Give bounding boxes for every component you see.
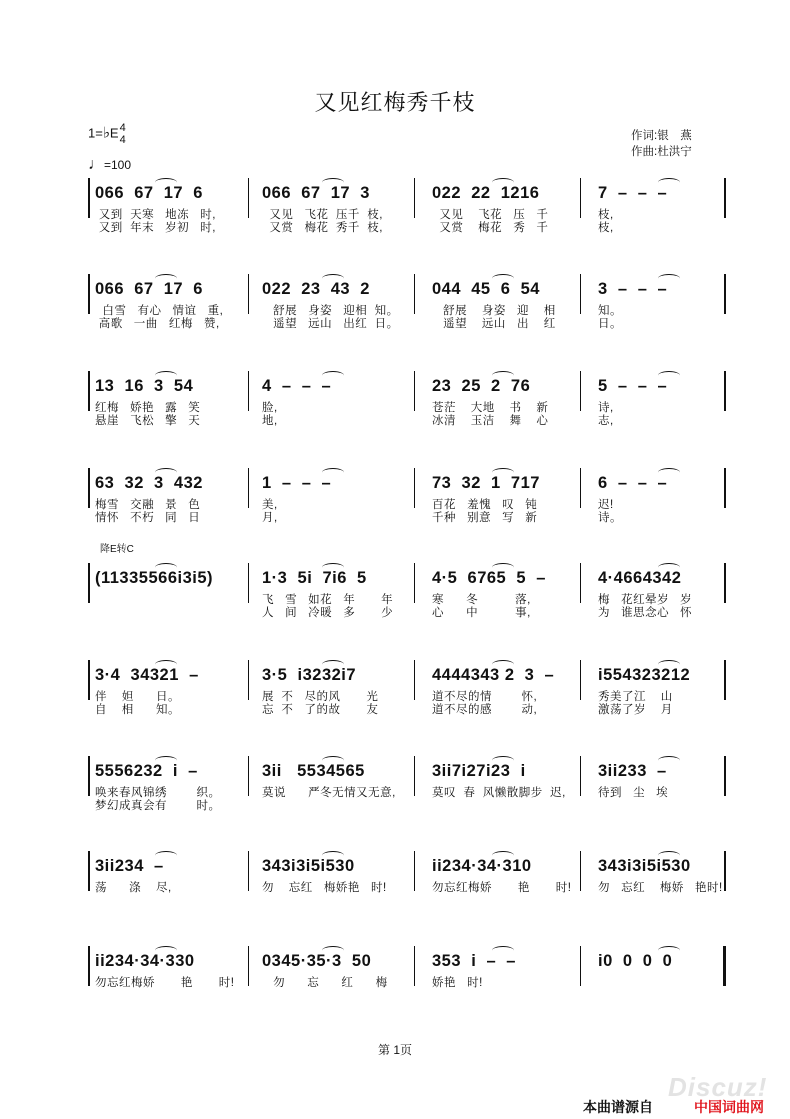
lyric-verse-2: 日。 — [598, 318, 622, 330]
measure-notes: 23 25 2 76 — [432, 377, 531, 395]
footer-source: 本曲谱源自 — [583, 1099, 653, 1115]
slur-mark — [492, 756, 514, 765]
bar-line — [580, 851, 581, 891]
lyric-verse-2: 枝, — [598, 222, 614, 234]
slur-mark — [155, 468, 177, 477]
measure-notes: 3ii234 – — [95, 857, 164, 875]
bar-line — [580, 660, 581, 700]
lyric-verse-1: 寒 冬 落, — [432, 594, 531, 606]
slur-mark — [155, 371, 177, 380]
slur-mark — [155, 756, 177, 765]
lyric-verse-1: 美, — [262, 499, 278, 511]
measure-notes: 1 – – – — [262, 474, 332, 492]
measure-notes: 066 67 17 6 — [95, 280, 203, 298]
measure-notes: i0 0 0 0 — [598, 952, 673, 970]
slur-mark — [492, 946, 514, 955]
lyric-verse-2: 悬崖 飞松 擎 天 — [95, 415, 201, 427]
bar-line — [88, 946, 90, 986]
slur-mark — [322, 371, 344, 380]
lyric-verse-2: 千种 别意 写 新 — [432, 512, 538, 524]
bar-line — [248, 371, 249, 411]
measure-notes: 3·4 34321 – — [95, 666, 199, 684]
tempo-value: =100 — [104, 158, 132, 172]
lyric-verse-1: 娇艳 时! — [432, 977, 483, 989]
bar-line — [248, 563, 249, 603]
key-letter: E — [109, 125, 119, 141]
slur-mark — [155, 178, 177, 187]
lyric-verse-1: 勿 忘红 梅娇 艳时! — [598, 882, 723, 894]
bar-line — [580, 468, 581, 508]
measure-notes: 4·4664342 — [598, 569, 682, 587]
key-signature — [88, 122, 126, 146]
lyric-verse-1: 又见 飞花 压 千 — [432, 209, 549, 221]
lyric-verse-1: 舒展 身姿 迎 相 — [432, 305, 556, 317]
lyric-verse-2: 遥望 远山 出 红 — [432, 318, 556, 330]
measure-notes: 3ii7i27i23 i — [432, 762, 526, 780]
slur-mark — [492, 178, 514, 187]
bar-line — [723, 946, 726, 986]
measure-notes: 066 67 17 6 — [95, 184, 203, 202]
bar-line — [580, 563, 581, 603]
measure-notes: 4444343 2 3 – — [432, 666, 555, 684]
footer-site-link[interactable]: 中国词曲网 — [694, 1099, 764, 1115]
lyric-verse-2: 高歌 一曲 红梅 赞, — [95, 318, 220, 330]
slur-mark — [658, 468, 680, 477]
page-title: 又见红梅秀千枝 — [314, 90, 476, 115]
bar-line — [414, 563, 415, 603]
time-bottom: 4 — [119, 134, 126, 146]
measure-notes: 022 23 43 2 — [262, 280, 370, 298]
bar-line — [248, 468, 249, 508]
measure-notes: 6 – – – — [598, 474, 668, 492]
measure-notes: ii234·34·310 — [432, 857, 532, 875]
bar-line — [248, 660, 249, 700]
lyric-verse-1: 待到 尘 埃 — [598, 787, 669, 799]
slur-mark — [322, 660, 344, 669]
lyricist: 作词:银 燕 — [631, 130, 692, 142]
measure-notes: 4 – – – — [262, 377, 332, 395]
slur-mark — [658, 178, 680, 187]
bar-line — [414, 371, 415, 411]
modulation-marking: 降E转C — [100, 544, 134, 555]
lyric-verse-1: 飞 雪 如花 年 年 — [262, 594, 394, 606]
bar-line — [580, 756, 581, 796]
bar-line — [414, 946, 415, 986]
lyric-verse-2: 忘 不 了的故 友 — [262, 704, 379, 716]
measure-notes: 343i3i5i530 — [598, 857, 691, 875]
measure-notes: 353 i – – — [432, 952, 516, 970]
bar-line — [414, 274, 415, 314]
bar-line — [724, 468, 726, 508]
lyric-verse-1: 又到 天寒 地冻 时, — [95, 209, 216, 221]
lyric-verse-1: 又见 飞花 压千 枝, — [262, 209, 383, 221]
slur-mark — [155, 946, 177, 955]
lyric-verse-2: 诗。 — [598, 512, 622, 524]
credits — [631, 128, 692, 160]
watermark: Discuz! — [668, 1072, 768, 1102]
measure-notes: i554323212 — [598, 666, 691, 684]
bar-line — [724, 563, 726, 603]
slur-mark — [155, 660, 177, 669]
slur-mark — [658, 660, 680, 669]
lyric-verse-1: 伴 妲 日。 — [95, 691, 180, 703]
slur-mark — [322, 468, 344, 477]
bar-line — [88, 468, 90, 508]
bar-line — [724, 660, 726, 700]
lyric-verse-1: 白雪 有心 情谊 重, — [95, 305, 224, 317]
bar-line — [248, 946, 249, 986]
slur-mark — [492, 274, 514, 283]
slur-mark — [658, 371, 680, 380]
lyric-verse-1: 莫说 严冬无情又无意, — [262, 787, 396, 799]
lyric-verse-2: 遥望 远山 出红 日。 — [262, 318, 399, 330]
slur-mark — [322, 274, 344, 283]
key-prefix: 1= — [88, 125, 103, 141]
bar-line — [248, 274, 249, 314]
measure-notes: 1·3 5i 7i6 5 — [262, 569, 367, 587]
measure-notes: 73 32 1 717 — [432, 474, 540, 492]
measure-notes: 022 22 1216 — [432, 184, 540, 202]
bar-line — [724, 851, 726, 891]
time-top: 4 — [119, 122, 126, 134]
bar-line — [580, 371, 581, 411]
bar-line — [248, 178, 249, 218]
lyric-verse-2: 人 间 冷暖 多 少 — [262, 607, 394, 619]
bar-line — [88, 851, 90, 891]
lyric-verse-1: 知。 — [598, 305, 622, 317]
bar-line — [724, 274, 726, 314]
slur-mark — [658, 851, 680, 860]
lyric-verse-1: 苍茫 大地 书 新 — [432, 402, 549, 414]
measure-notes: 63 32 3 432 — [95, 474, 203, 492]
lyric-verse-1: 道不尽的情 怀, — [432, 691, 538, 703]
slur-mark — [155, 851, 177, 860]
measure-notes: 5 – – – — [598, 377, 668, 395]
slur-mark — [658, 756, 680, 765]
bar-line — [88, 178, 90, 218]
lyric-verse-1: 唤来春风锦绣 织。 — [95, 787, 221, 799]
lyric-verse-1: 勿忘红梅娇 艳 时! — [95, 977, 235, 989]
lyric-verse-2: 自 相 知。 — [95, 704, 180, 716]
quarter-note-icon: ♩ — [88, 156, 104, 173]
lyric-verse-1: 迟! — [598, 499, 614, 511]
lyric-verse-1: 秀美了江 山 — [598, 691, 673, 703]
bar-line — [580, 178, 581, 218]
bar-line — [88, 371, 90, 411]
lyric-verse-2: 又赏 梅花 秀千 枝, — [262, 222, 383, 234]
slur-mark — [658, 563, 680, 572]
page-number: 第 1页 — [377, 1043, 412, 1057]
lyric-verse-1: 枝, — [598, 209, 614, 221]
measure-notes: 5556232 i – — [95, 762, 198, 780]
lyric-verse-2: 又到 年末 岁初 时, — [95, 222, 216, 234]
lyric-verse-2: 激荡了岁 月 — [598, 704, 673, 716]
measure-notes: 3ii 5534565 — [262, 762, 365, 780]
lyric-verse-2: 为 谁思念心 怀 — [598, 607, 693, 619]
bar-line — [88, 660, 90, 700]
slur-mark — [492, 563, 514, 572]
slur-mark — [155, 274, 177, 283]
lyric-verse-1: 诗, — [598, 402, 614, 414]
bar-line — [724, 178, 726, 218]
slur-mark — [155, 563, 177, 572]
measure-notes: 7 – – – — [598, 184, 668, 202]
bar-line — [414, 756, 415, 796]
lyric-verse-1: 荡 涤 尽, — [95, 882, 172, 894]
bar-line — [88, 563, 90, 603]
lyric-verse-1: 勿忘红梅娇 艳 时! — [432, 882, 572, 894]
slur-mark — [492, 468, 514, 477]
slur-mark — [322, 756, 344, 765]
bar-line — [414, 178, 415, 218]
slur-mark — [658, 274, 680, 283]
lyric-verse-1: 舒展 身姿 迎相 知。 — [262, 305, 399, 317]
measure-notes: 13 16 3 54 — [95, 377, 194, 395]
slur-mark — [492, 851, 514, 860]
bar-line — [248, 851, 249, 891]
lyric-verse-2: 志, — [598, 415, 614, 427]
lyric-verse-1: 梅雪 交融 景 色 — [95, 499, 201, 511]
slur-mark — [322, 851, 344, 860]
slur-mark — [658, 946, 680, 955]
measure-notes: 0345·35·3 50 — [262, 952, 372, 970]
bar-line — [88, 756, 90, 796]
bar-line — [248, 756, 249, 796]
measure-notes: 044 45 6 54 — [432, 280, 540, 298]
slur-mark — [322, 178, 344, 187]
bar-line — [724, 371, 726, 411]
lyric-verse-1: 脸, — [262, 402, 278, 414]
measure-notes: 3ii233 – — [598, 762, 667, 780]
lyric-verse-2: 心 中 事, — [432, 607, 531, 619]
bar-line — [414, 660, 415, 700]
lyric-verse-2: 又赏 梅花 秀 千 — [432, 222, 549, 234]
bar-line — [580, 274, 581, 314]
composer: 作曲:杜洪宁 — [631, 146, 692, 158]
time-signature — [120, 122, 126, 146]
measure-notes: 3·5 i3232i7 — [262, 666, 357, 684]
lyric-verse-2: 道不尽的感 动, — [432, 704, 538, 716]
lyric-verse-2: 冰清 玉洁 舞 心 — [432, 415, 549, 427]
bar-line — [580, 946, 581, 986]
bar-line — [724, 756, 726, 796]
lyric-verse-2: 情怀 不朽 同 日 — [95, 512, 201, 524]
slur-mark — [322, 563, 344, 572]
lyric-verse-2: 梦幻成真会有 时。 — [95, 800, 221, 812]
flat-icon: ♭ — [102, 124, 110, 142]
measure-notes: ii234·34·330 — [95, 952, 195, 970]
measure-notes: (11335566i3i5) — [95, 569, 214, 587]
lyric-verse-1: 莫叹 春 风懒散脚步 迟, — [432, 787, 566, 799]
measure-notes: 066 67 17 3 — [262, 184, 370, 202]
lyric-verse-1: 百花 羞愧 叹 钝 — [432, 499, 538, 511]
lyric-verse-1: 红梅 娇艳 露 笑 — [95, 402, 201, 414]
lyric-verse-1: 勿 忘 红 梅 — [262, 977, 388, 989]
lyric-verse-1: 勿 忘红 梅娇艳 时! — [262, 882, 387, 894]
measure-notes: 4·5 6765 5 – — [432, 569, 546, 587]
measure-notes: 3 – – – — [598, 280, 668, 298]
bar-line — [88, 274, 90, 314]
slur-mark — [322, 946, 344, 955]
slur-mark — [492, 660, 514, 669]
tempo-marking — [88, 156, 131, 174]
lyric-verse-1: 梅 花红晕岁 岁 — [598, 594, 693, 606]
lyric-verse-2: 地, — [262, 415, 278, 427]
bar-line — [414, 851, 415, 891]
bar-line — [414, 468, 415, 508]
slur-mark — [492, 371, 514, 380]
measure-notes: 343i3i5i530 — [262, 857, 355, 875]
lyric-verse-2: 月, — [262, 512, 278, 524]
lyric-verse-1: 展 不 尽的风 光 — [262, 691, 379, 703]
